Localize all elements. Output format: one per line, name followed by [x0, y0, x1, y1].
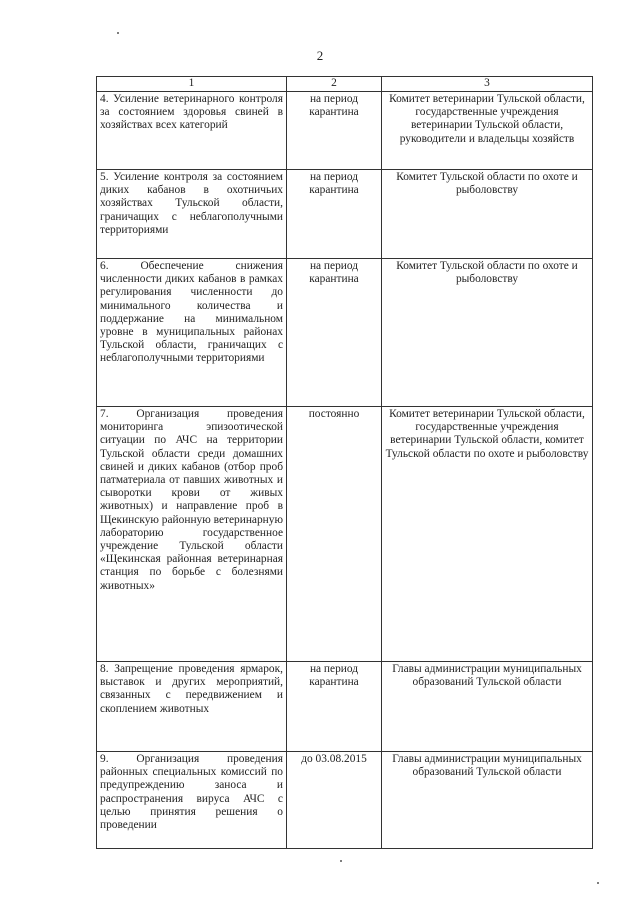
term-cell: на период карантина	[287, 259, 382, 407]
scan-speck	[597, 882, 599, 884]
table-row	[97, 752, 593, 849]
scan-speck	[117, 32, 119, 34]
responsible-cell: Комитет Тульской области по охоте и рыболовству	[382, 259, 593, 407]
table-row	[97, 662, 593, 752]
responsible-cell: Комитет ветеринарии Тульской области, государственные учреждения ветеринарии Тульской области, комитет Тульской области по охоте и рыболовству	[382, 407, 593, 662]
measures-table	[96, 76, 593, 849]
page-number: 2	[316, 48, 324, 63]
term-cell: на период карантина	[287, 662, 382, 752]
table-row	[97, 170, 593, 259]
measure-cell: 6. Обеспечение снижения численности диких кабанов в рамках регулирования численности до минимального количества и поддержание на минимальном уровне в муниципальных районах Тульской области, граничащих с неблагополучными территориями	[97, 259, 287, 407]
measure-cell: 4. Усиление ветеринарного контроля за состоянием здоровья свиней в хозяйствах всех категорий	[97, 92, 287, 170]
term-cell: на период карантина	[287, 92, 382, 170]
responsible-cell: Главы администрации муниципальных образований Тульской области	[382, 662, 593, 752]
responsible-cell: Главы администрации муниципальных образований Тульской области	[382, 752, 593, 849]
scan-speck	[340, 860, 342, 862]
table-row	[97, 259, 593, 407]
measure-cell: 9. Организация проведения районных специальных комиссий по предупреждению заноса и распространения вируса АЧС с целью принятия решения о проведении	[97, 752, 287, 849]
table-header-row	[97, 77, 593, 92]
term-cell: до 03.08.2015	[287, 752, 382, 849]
column-header-1: 1	[97, 77, 287, 92]
responsible-cell: Комитет Тульской области по охоте и рыболовству	[382, 170, 593, 259]
term-cell: постоянно	[287, 407, 382, 662]
measure-cell: 7. Организация проведения мониторинга эпизоотической ситуации по АЧС на территории Тульской области среди домашних свиней и диких кабанов (отбор проб патматериала от павших животных и сыворотки крови от живых животных) и направление проб в Щекинскую районную ветеринарную лабораторию государственное учреждение Тульской области «Щекинская районная ветеринарная станция по борьбе с болезнями животных»	[97, 407, 287, 662]
term-cell: на период карантина	[287, 170, 382, 259]
table-row	[97, 92, 593, 170]
table-row	[97, 407, 593, 662]
measure-cell: 5. Усиление контроля за состоянием диких кабанов в охотничьих хозяйствах Тульской области, граничащих с неблагополучными территориями	[97, 170, 287, 259]
column-header-2: 2	[287, 77, 382, 92]
responsible-cell: Комитет ветеринарии Тульской области, государственные учреждения ветеринарии Тульской области, руководители и владельцы хозяйств	[382, 92, 593, 170]
measure-cell: 8. Запрещение проведения ярмарок, выставок и других мероприятий, связанных с передвижением и скоплением животных	[97, 662, 287, 752]
column-header-3: 3	[382, 77, 593, 92]
